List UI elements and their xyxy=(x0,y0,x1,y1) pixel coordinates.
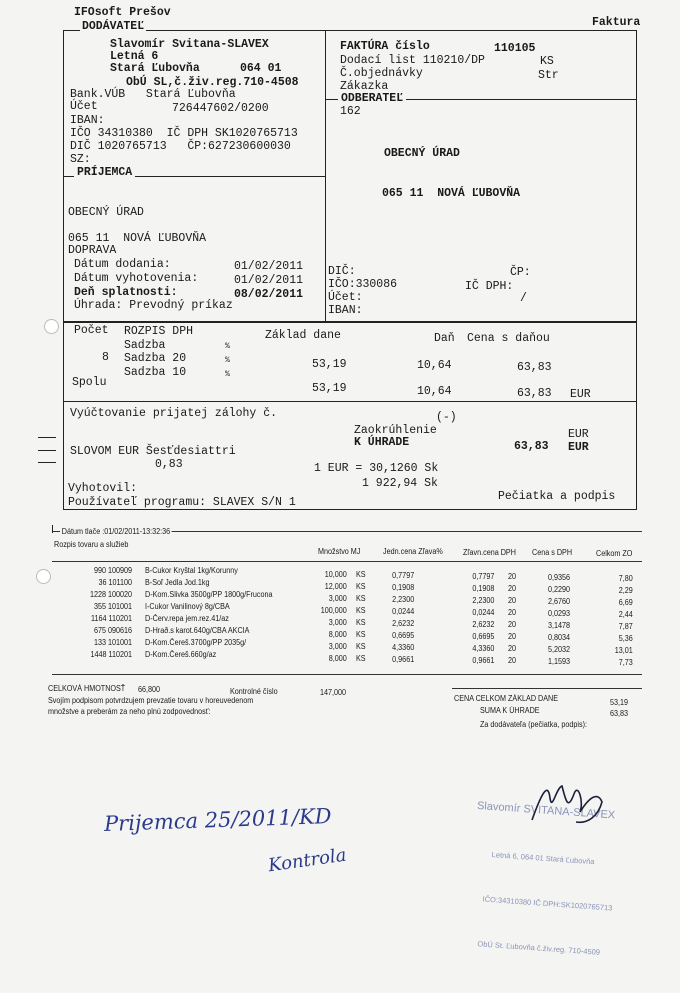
item-unit: KS xyxy=(356,582,366,591)
item-code: 133 101001 xyxy=(93,638,132,647)
transport-label: DOPRAVA xyxy=(68,244,117,257)
item-price: 0,7797 xyxy=(392,571,415,580)
buyer-code: 162 xyxy=(340,105,361,118)
vat-row-1-pct: % xyxy=(225,342,230,351)
str-label: Str xyxy=(538,69,559,82)
buyer-address: 065 11 NOVÁ ĽUBOVŇA xyxy=(382,187,521,200)
item-disc-price: 0,6695 xyxy=(472,632,495,641)
eur-label-2: EUR xyxy=(568,441,589,454)
vat-sum-tax: 10,64 xyxy=(417,385,452,398)
item-total: 7,80 xyxy=(618,574,633,583)
item-vat: 20 xyxy=(508,632,517,641)
item-gross: 3,1478 xyxy=(547,621,570,630)
issue-date: 01/02/2011 xyxy=(234,274,304,287)
supplier-sz-label: SZ: xyxy=(70,153,91,166)
item-unit: KS xyxy=(356,642,366,651)
item-unit: KS xyxy=(356,654,366,663)
exchange-rate: 1 EUR = 30,1260 Sk xyxy=(314,462,439,475)
vat-row-2-tax: 10,64 xyxy=(417,359,452,372)
item-vat: 20 xyxy=(508,656,517,665)
order-number-label: Č.objednávky xyxy=(340,67,423,80)
item-qty: 100,000 xyxy=(320,606,347,615)
recipient-address: 065 11 NOVÁ ĽUBOVŇA xyxy=(68,232,207,245)
item-gross: 0,8034 xyxy=(547,633,570,642)
item-price: 2,2300 xyxy=(392,595,415,604)
item-total: 2,44 xyxy=(618,610,633,619)
supplier-zip: 064 01 xyxy=(240,62,282,75)
buyer-iban-label: IBAN: xyxy=(328,304,363,317)
item-price: 2,6232 xyxy=(392,619,415,628)
to-pay-value: 63,83 xyxy=(514,440,549,453)
ks-label: KS xyxy=(540,55,554,68)
minus-sign: (-) xyxy=(436,411,457,424)
base-total-label: CENA CELKOM ZÁKLAD DANE xyxy=(454,694,559,703)
sk-amount: 1 922,94 Sk xyxy=(362,477,438,490)
advance-label: Vyúčtovanie prijatej zálohy č. xyxy=(70,407,278,420)
margin-tick-3 xyxy=(38,462,56,463)
items-title: Rozpis tovaru a služieb xyxy=(54,540,129,549)
item-code: 990 100909 xyxy=(93,566,132,575)
item-total: 6,69 xyxy=(618,598,633,607)
item-unit: KS xyxy=(356,570,366,579)
item-vat: 20 xyxy=(508,584,517,593)
due-date-label: Deň splatnosti: xyxy=(74,286,178,299)
supplier-account-value: 726447602/0200 xyxy=(172,102,269,115)
invoice-number: 110105 xyxy=(494,42,536,55)
supplier-name: Slavomír Svitana-SLAVEX xyxy=(110,38,269,51)
issued-by-label: Vyhotovil: xyxy=(68,482,138,495)
payment-method: Úhrada: Prevodný príkaz xyxy=(74,299,233,312)
item-qty: 3,000 xyxy=(328,618,347,627)
buyer-slash: / xyxy=(520,292,527,305)
item-code: 1228 100020 xyxy=(89,590,132,599)
col-qty: Množstvo MJ xyxy=(318,547,361,556)
vat-base-label: Základ dane xyxy=(265,329,341,342)
col-disc-price: Zľavn.cena DPH xyxy=(463,548,516,557)
supplier-dic-line: DIČ 1020765713 ČP:627230600030 xyxy=(70,140,291,153)
vat-row-2-count: 8 xyxy=(102,351,109,364)
vat-row-3-label: Sadzba 10 xyxy=(124,366,187,379)
item-qty: 10,000 xyxy=(324,570,347,579)
item-unit: KS xyxy=(356,606,366,615)
item-vat: 20 xyxy=(508,620,517,629)
item-price: 0,0244 xyxy=(392,607,415,616)
items-left-edge xyxy=(52,525,53,533)
item-vat: 20 xyxy=(508,596,517,605)
item-qty: 8,000 xyxy=(328,654,347,663)
rounding-label: Zaokrúhlenie xyxy=(354,424,437,437)
item-vat: 20 xyxy=(508,608,517,617)
company-name: IFOsoft Prešov xyxy=(74,6,171,19)
items-bottom-line xyxy=(52,674,642,675)
item-unit: KS xyxy=(356,594,366,603)
vat-total-label: Cena s daňou xyxy=(467,332,550,345)
supplier-sign-label: Za dodávateľa (pečiatka, podpis): xyxy=(480,720,587,729)
stamp-line-2: Letná 6, 064 01 Stará Ľubovňa xyxy=(491,850,595,867)
item-name: D-Kom.Čereš.3700g/PP 2035g/ xyxy=(145,638,247,647)
item-vat: 20 xyxy=(508,644,517,653)
stamp-line-3: IČO:34310380 IČ DPH:SK1020765713 xyxy=(482,894,613,913)
vat-row-2-pct: % xyxy=(225,356,230,365)
item-gross: 5,2032 xyxy=(547,645,570,654)
col-gross: Cena s DPH xyxy=(532,548,573,557)
receipt-statement-2: množstve a preberám za neho plnú zodpovednosť: xyxy=(48,707,211,716)
item-name: B-Cukor Kryštal 1kg/Korunny xyxy=(145,566,238,575)
item-qty: 3,000 xyxy=(328,594,347,603)
stamp-signature-label: Pečiatka a podpis xyxy=(498,490,616,503)
pay-total-value: 63,83 xyxy=(610,709,629,718)
item-disc-price: 2,6232 xyxy=(472,620,495,629)
item-price: 0,9661 xyxy=(392,655,415,664)
invoice-number-label: FAKTÚRA číslo xyxy=(340,40,430,53)
document-type: Faktura xyxy=(592,16,641,29)
item-code: 355 101001 xyxy=(93,602,132,611)
vat-bottom-line xyxy=(63,401,637,402)
buyer-name: OBECNÝ ÚRAD xyxy=(384,147,460,160)
handwritten-checked: Kontrola xyxy=(266,844,348,877)
vat-breakdown-label: ROZPIS DPH xyxy=(124,325,194,338)
print-date: Dátum tlače :01/02/2011-13:32:36 xyxy=(61,527,171,536)
vat-row-1-label: Sadzba xyxy=(124,339,166,352)
item-total: 5,36 xyxy=(618,634,633,643)
item-disc-price: 4,3360 xyxy=(472,644,495,653)
item-code: 1448 110201 xyxy=(90,650,132,659)
item-total: 7,87 xyxy=(618,622,633,631)
item-code: 1164 110201 xyxy=(91,614,132,623)
program-label: Používateľ programu: SLAVEX S/N 1 xyxy=(68,496,296,509)
item-disc-price: 0,7797 xyxy=(472,572,495,581)
pay-total-label: SUMA K ÚHRADE xyxy=(480,706,540,715)
item-price: 4,3360 xyxy=(392,643,415,652)
vat-sum-base: 53,19 xyxy=(312,382,347,395)
vat-row-2-base: 53,19 xyxy=(312,358,347,371)
supplier-street: Letná 6 xyxy=(110,50,159,63)
buyer-icdph-label: IČ DPH: xyxy=(465,280,514,293)
item-vat: 20 xyxy=(508,572,517,581)
item-total: 13,01 xyxy=(614,646,633,655)
item-gross: 2,6760 xyxy=(547,597,570,606)
amount-in-words-cents: 0,83 xyxy=(155,458,183,471)
handwritten-received: Prijemca 25/2011/KD xyxy=(103,804,332,836)
supplier-title: DODÁVATEĽ xyxy=(82,20,145,33)
delivery-date: 01/02/2011 xyxy=(234,260,304,273)
punch-hole-bottom xyxy=(36,569,51,584)
item-name: D-Hrað.s karot.640g/CBA AKCIA xyxy=(145,626,250,635)
item-gross: 1,1593 xyxy=(547,657,570,666)
vat-row-2-label: Sadzba 20 xyxy=(124,352,187,365)
vat-sum-total: 63,83 xyxy=(517,387,552,400)
supplier-ico-line: IČO 34310380 IČ DPH SK1020765713 xyxy=(70,127,298,140)
control-number-label: Kontrolné číslo xyxy=(230,687,278,696)
col-unit-price: Jedn.cena Zľava% xyxy=(383,547,443,556)
buyer-ico-line: IČO:330086 xyxy=(328,278,398,291)
vat-row-3-pct: % xyxy=(225,370,230,379)
supplier-bank: Bank.VÚB Stará Ľubovňa xyxy=(70,88,236,101)
item-name: D-Kom.Slivka 3500g/PP 1800g/Frucona xyxy=(145,590,273,599)
recipient-title: PRÍJEMCA xyxy=(74,167,135,179)
eur-label-1: EUR xyxy=(568,428,589,441)
item-code: 36 101100 xyxy=(98,578,132,587)
item-qty: 3,000 xyxy=(328,642,347,651)
customer-order-label: Zákazka xyxy=(340,80,389,93)
item-total: 7,73 xyxy=(618,658,633,667)
item-name: B-Soľ Jedla Jod.1kg xyxy=(145,578,210,587)
punch-hole-top xyxy=(44,319,59,334)
receipt-statement-1: Svojím podpisom potvrdzujem prevzatie tovaru v horeuvedenom xyxy=(48,696,254,705)
stamp-line-1: Slavomír SVITANA-SLAVEX xyxy=(476,799,616,822)
supplier-city: Stará Ľubovňa xyxy=(110,62,200,75)
item-name: I-Cukor Vanilinový 8g/CBA xyxy=(145,602,230,611)
stamp-line-4: ObÚ St. Ľubovňa č.živ.reg. 710-4509 xyxy=(477,939,601,957)
delivery-date-label: Dátum dodania: xyxy=(74,258,171,271)
vat-currency: EUR xyxy=(570,388,591,401)
item-code: 675 090616 xyxy=(93,626,132,635)
item-total: 2,29 xyxy=(618,586,633,595)
to-pay-label: K ÚHRADE xyxy=(354,436,410,449)
supplier-account-label: Účet xyxy=(70,100,98,113)
margin-tick-2 xyxy=(38,450,56,451)
issue-date-label: Dátum vyhotovenia: xyxy=(74,272,199,285)
col-total: Celkom ZO xyxy=(596,549,633,558)
item-name: D-Červ.repa jem.rez.41/az xyxy=(145,614,229,623)
vat-tax-label: Daň xyxy=(434,332,455,345)
item-qty: 8,000 xyxy=(328,630,347,639)
vat-sum-label: Spolu xyxy=(72,376,107,389)
totals-line xyxy=(452,688,642,689)
item-unit: KS xyxy=(356,618,366,627)
item-price: 0,1908 xyxy=(392,583,415,592)
top-block-divider xyxy=(325,30,326,322)
supplier-iban-label: IBAN: xyxy=(70,114,105,127)
base-total-value: 53,19 xyxy=(610,698,629,707)
item-gross: 0,2290 xyxy=(547,585,570,594)
item-price: 0,6695 xyxy=(392,631,415,640)
total-weight-value: 66,800 xyxy=(138,685,161,694)
vat-row-2-total: 63,83 xyxy=(517,361,552,374)
amount-in-words: SLOVOM EUR Šesťdesiattri xyxy=(70,445,236,458)
item-unit: KS xyxy=(356,630,366,639)
item-disc-price: 0,0244 xyxy=(472,608,495,617)
buyer-dic-label: DIČ: xyxy=(328,265,356,278)
vat-count-label: Počet xyxy=(74,324,109,337)
due-date: 08/02/2011 xyxy=(234,288,304,301)
items-header-line xyxy=(52,561,642,562)
buyer-title: ODBERATEĽ xyxy=(338,93,406,105)
recipient-name: OBECNÝ ÚRAD xyxy=(68,206,144,219)
item-gross: 0,0293 xyxy=(547,609,570,618)
supplier-register: ObÚ SL,č.živ.reg.710-4508 xyxy=(126,76,299,89)
item-name: D-Kom.Čereš.660g/az xyxy=(145,650,217,659)
delivery-note: Dodací list 110210/DP xyxy=(340,54,485,67)
supplier-signature xyxy=(528,772,608,832)
item-gross: 0,9356 xyxy=(547,573,570,582)
item-disc-price: 2,2300 xyxy=(472,596,495,605)
total-weight-label: CELKOVÁ HMOTNOSŤ xyxy=(48,684,126,693)
margin-tick-1 xyxy=(38,437,56,438)
item-disc-price: 0,9661 xyxy=(472,656,495,665)
buyer-cp-label: ČP: xyxy=(510,266,531,279)
buyer-ucet-label: Účet: xyxy=(328,291,363,304)
item-qty: 12,000 xyxy=(324,582,347,591)
control-number-value: 147,000 xyxy=(320,688,347,697)
item-disc-price: 0,1908 xyxy=(472,584,495,593)
